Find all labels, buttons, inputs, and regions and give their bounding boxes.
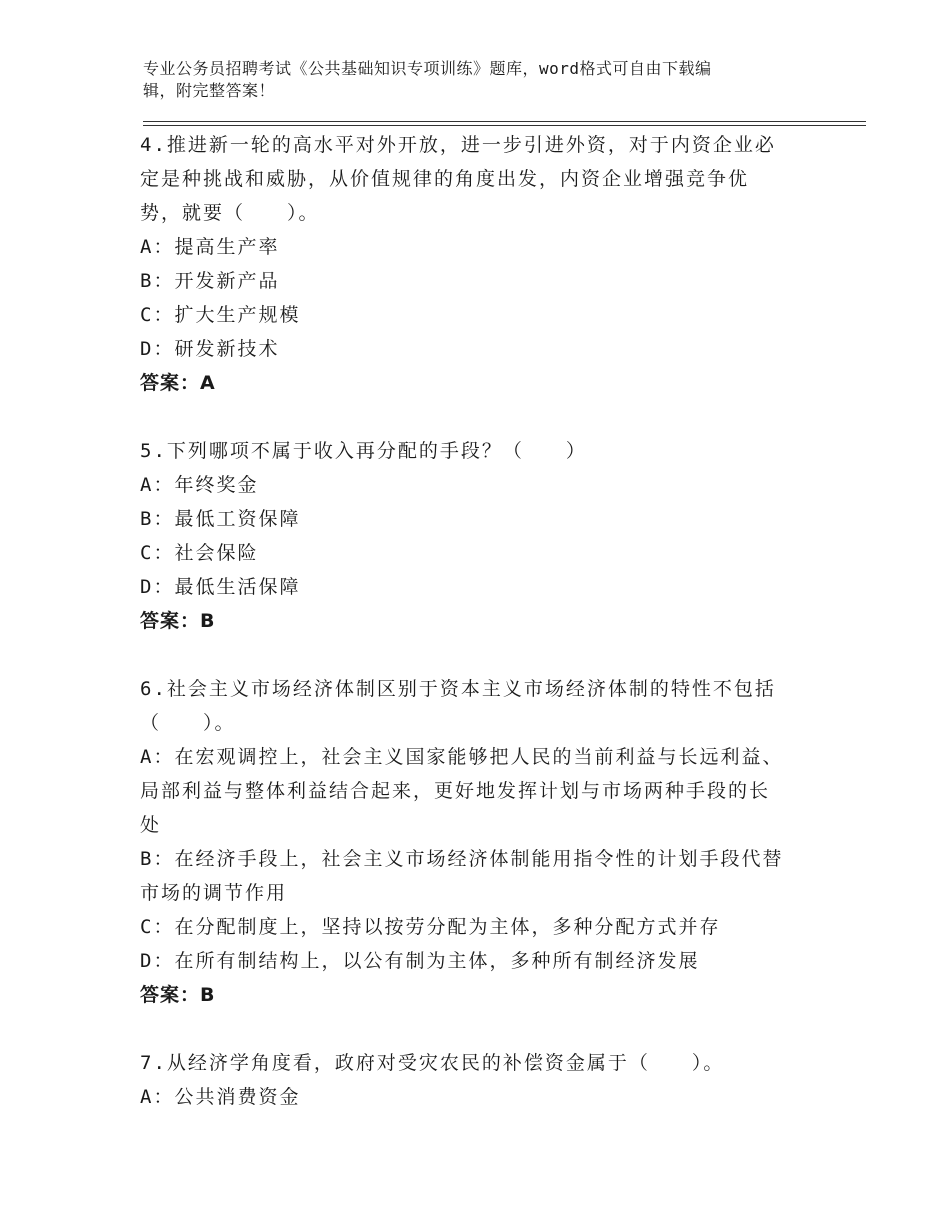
- question-stem-line: （ ）。: [140, 712, 236, 734]
- question-6: [140, 672, 840, 1012]
- header-divider-top: [143, 121, 866, 122]
- answer-label: 答案：B: [140, 610, 216, 632]
- option-b: B：在经济手段上，社会主义市场经济体制能用指令性的计划手段代替: [140, 848, 784, 870]
- question-spacer: [140, 400, 840, 434]
- answer-label: 答案：B: [140, 984, 216, 1006]
- answer-label: 答案：A: [140, 372, 216, 394]
- option-b: B：开发新产品: [140, 270, 280, 292]
- option-d: D：最低生活保障: [140, 576, 301, 598]
- option-a: A：年终奖金: [140, 474, 259, 496]
- option-d: D：研发新技术: [140, 338, 280, 360]
- option-c: C：扩大生产规模: [140, 304, 301, 326]
- option-a: A：公共消费资金: [140, 1086, 301, 1108]
- question-spacer: [140, 1012, 840, 1046]
- question-stem-line: 4.推进新一轮的高水平对外开放，进一步引进外资，对于内资企业必: [140, 134, 776, 156]
- option-c: C：在分配制度上，坚持以按劳分配为主体，多种分配方式并存: [140, 916, 721, 938]
- question-4: [140, 128, 840, 400]
- question-stem-line: 7.从经济学角度看，政府对受灾农民的补偿资金属于（ ）。: [140, 1052, 725, 1074]
- question-spacer: [140, 638, 840, 672]
- option-d: D：在所有制结构上，以公有制为主体，多种所有制经济发展: [140, 950, 700, 972]
- header-title-line-1: 专业公务员招聘考试《公共基础知识专项训练》题库，word格式可自由下载编: [143, 59, 712, 78]
- question-stem-line: 势，就要（ ）。: [140, 202, 320, 224]
- document-header: [143, 58, 793, 102]
- option-a-continued: 局部利益与整体利益结合起来，更好地发挥计划与市场两种手段的长: [140, 780, 771, 802]
- option-a: A：在宏观调控上，社会主义国家能够把人民的当前利益与长远利益、: [140, 746, 784, 768]
- option-b: B：最低工资保障: [140, 508, 301, 530]
- question-list: [140, 128, 840, 1114]
- question-7: [140, 1046, 840, 1114]
- option-a: A：提高生产率: [140, 236, 280, 258]
- header-divider-bottom: [143, 125, 866, 126]
- option-c: C：社会保险: [140, 542, 259, 564]
- option-a-continued: 处: [140, 814, 162, 836]
- question-stem-line: 5.下列哪项不属于收入再分配的手段？（ ）: [140, 440, 587, 462]
- option-b-continued: 市场的调节作用: [140, 882, 288, 904]
- header-title-line-2: 辑，附完整答案！: [143, 81, 276, 100]
- question-stem-line: 6.社会主义市场经济体制区别于资本主义市场经济体制的特性不包括: [140, 678, 776, 700]
- question-5: [140, 434, 840, 638]
- question-stem-line: 定是种挑战和威胁，从价值规律的角度出发，内资企业增强竞争优: [140, 168, 750, 190]
